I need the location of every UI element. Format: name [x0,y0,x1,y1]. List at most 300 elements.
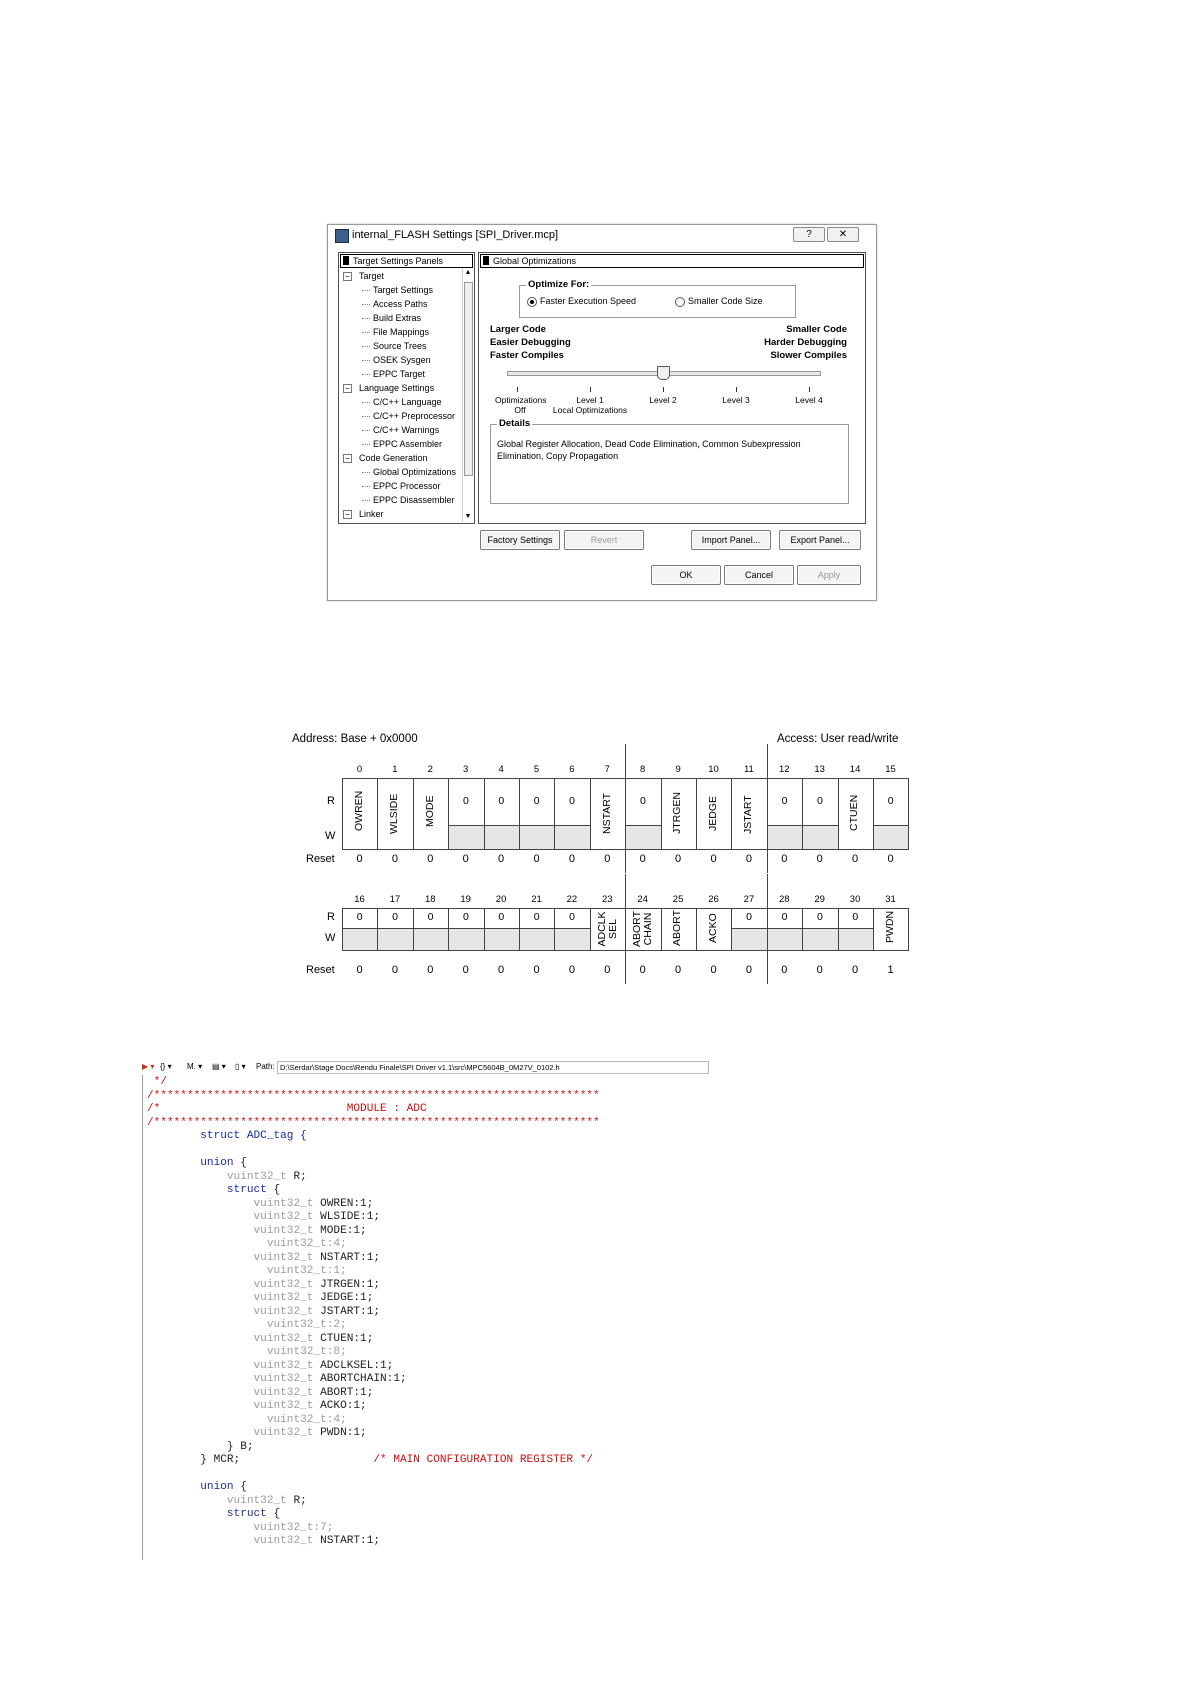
field-name: ACKO [706,912,719,943]
field-name: WLSIDE [388,793,401,834]
code-line [147,1090,600,1104]
code-line [147,1373,600,1387]
register-diagram [270,730,910,990]
reset-value: 0 [356,964,363,976]
bit-number: 5 [533,764,540,775]
field-value: 0 [427,911,434,923]
reset-value: 0 [745,964,752,976]
apply-button[interactable]: Apply [797,565,861,585]
optimization-level-slider[interactable] [495,365,823,415]
bit-number: 30 [849,894,861,905]
tree-item-label: EPPC Target [373,369,425,379]
collapse-icon[interactable]: − [343,454,352,463]
faster-label[interactable]: Faster Execution Speed [540,296,637,306]
code-token: R; [293,1170,307,1183]
settings-tree [341,269,467,521]
slider-tick [590,387,591,392]
tree-item[interactable] [341,269,467,283]
easier-debugging-label: Easier Debugging [490,337,571,348]
code-token: vuint32_t [147,1400,321,1412]
bit-number: 25 [672,894,684,905]
code-token: ABORTCHAIN:1; [320,1373,407,1385]
tree-item[interactable] [341,353,467,367]
optimize-for-legend: Optimize For: [528,279,590,290]
code-token: /* MODULE : ADC [147,1103,427,1115]
smaller-label[interactable]: Smaller Code Size [688,296,763,306]
field-name: PWDN [883,910,896,943]
reset-value: 0 [427,964,434,976]
import-panel-button[interactable]: Import Panel... [691,530,771,550]
field-value: 0 [852,911,859,923]
reset-value: 0 [781,964,788,976]
details-group [490,418,849,504]
field-value: 0 [746,911,752,923]
slider-thumb[interactable] [657,366,670,380]
reset-value: 1 [887,964,894,976]
code-line [147,1252,600,1266]
code-token: vuint32_t [147,1292,321,1304]
field-name: MODE [423,795,436,828]
code-token: ADCLKSEL:1; [320,1359,394,1372]
bit-number: 9 [675,764,681,775]
field-name: ABORT CHAIN [630,911,654,947]
code-token: vuint32_t [147,1211,321,1223]
reset-value: 0 [533,964,540,976]
help-button[interactable]: ? [793,227,825,242]
tree-item-label: EPPC Disassembler [373,495,455,505]
smaller-code-label: Smaller Code [786,324,847,335]
code-token: WLSIDE:1; [320,1211,381,1223]
field-name: ADCLK SEL [595,911,619,947]
code-line [147,1441,600,1455]
dialog-title: internal_FLASH Settings [SPI_Driver.mcp] [352,229,559,241]
field-name: ABORT [671,910,684,946]
w-row-label: W [325,932,336,944]
code-token: vuint32_t [147,1251,321,1264]
code-line [147,1346,600,1360]
reset-value: 0 [462,964,469,976]
field-value: 0 [462,794,469,807]
functions-menu-icon[interactable]: {} ▾ [160,1062,172,1071]
bit-number: 6 [569,764,575,775]
ok-button[interactable]: OK [651,565,721,585]
reset-value: 0 [745,853,752,865]
code-token: */ [147,1076,167,1088]
bit-number: 10 [708,764,719,775]
code-token: R; [293,1494,307,1507]
left-panel-title: Target Settings Panels [353,256,444,266]
code-token: { [273,1508,281,1520]
field-name: JEDGE [706,795,719,831]
settings-dialog [327,224,877,601]
slider-tick [517,387,518,392]
code-token: JEDGE:1; [320,1292,374,1304]
code-line [147,1387,600,1401]
code-token: vuint32_t:4; [147,1413,347,1426]
access-label: Access: User read/write [777,733,899,745]
reset-value: 0 [427,853,434,865]
reset-value: 0 [568,853,575,865]
field-name: JSTART [742,795,755,834]
code-token: vuint32_t:8; [147,1346,347,1358]
code-token: vuint32_t:2; [147,1319,347,1331]
code-pane[interactable] [142,1075,708,1560]
field-value: 0 [498,911,505,923]
left-panel-header [340,254,473,268]
bit-number: 15 [885,764,896,775]
tree-item[interactable] [341,381,467,395]
collapse-icon[interactable]: − [343,384,352,393]
reset-value: 0 [816,853,823,865]
reserved-write-cell [625,825,661,850]
reset-value: 0 [675,964,682,976]
tree-scrollbar[interactable] [462,268,473,522]
bit-number: 2 [427,764,433,775]
scroll-thumb[interactable] [464,282,473,476]
reset-value: 0 [498,964,505,976]
reserved-write-cell [448,928,484,951]
bit-number: 13 [814,764,825,775]
reset-value: 0 [568,964,575,976]
reserved-write-cell [377,928,413,951]
smaller-radio[interactable] [675,297,685,307]
code-line [147,1427,600,1441]
code-token: JTRGEN:1; [320,1278,381,1291]
reset-row-label: Reset [306,964,335,976]
reset-value: 0 [675,853,682,865]
code-token: JSTART:1; [320,1305,381,1318]
field-name: CTUEN [848,794,861,831]
markers-menu-icon[interactable]: M. ▾ [187,1062,203,1071]
right-panel-header [480,254,864,268]
tree-item-label: C/C++ Language [373,397,442,407]
code-token: { [240,1481,247,1493]
tree-item-label: Language Settings [359,383,435,393]
reset-value: 0 [710,964,717,976]
code-token: vuint32_t [147,1278,321,1291]
bit-number: 14 [849,764,861,775]
code-token: PWDN:1; [320,1427,367,1439]
tree-item-label: Global Optimizations [373,467,457,477]
tree-item[interactable] [341,325,467,339]
reserved-write-cell [802,825,838,850]
tree-item-label: Linker [359,509,384,519]
reset-value: 0 [498,853,505,865]
code-line [147,1130,600,1144]
bit-number: 18 [425,894,436,905]
bit-number: 20 [495,894,507,905]
tree-item-label: OSEK Sysgen [373,355,431,365]
code-token: /* MAIN CONFIGURATION REGISTER */ [373,1454,594,1466]
tree-item[interactable] [341,367,467,381]
bit-number: 21 [531,894,542,905]
code-line [147,1454,600,1468]
faster-radio[interactable] [527,297,537,307]
code-token: vuint32_t [147,1359,321,1372]
code-line [147,1333,600,1347]
code-line [147,1225,600,1239]
global-optimizations-panel [478,252,866,524]
collapse-icon[interactable]: − [343,272,352,281]
tree-item-label: File Mappings [373,327,430,337]
code-line [147,1171,600,1185]
slider-tick [736,387,737,392]
tree-item[interactable] [341,507,467,521]
reserved-write-cell [838,928,874,951]
code-line [147,1184,600,1198]
code-line [147,1481,600,1495]
reserved-write-cell [554,928,590,951]
bit-number: 29 [814,894,825,905]
tree-item-label: C/C++ Warnings [373,425,440,435]
reset-value: 0 [887,853,894,865]
run-menu-icon[interactable]: ▶ ▾ [142,1062,155,1071]
factory-settings-button[interactable]: Factory Settings [480,530,560,550]
slider-level-label: Optimizations Off [495,395,547,415]
reserved-write-cell [484,825,520,850]
reserved-write-cell [731,928,767,951]
field-name: JTRGEN [671,791,684,834]
field-name: OWREN [352,790,365,831]
tree-item-label: Code Generation [359,453,428,463]
field-value: 0 [569,911,575,923]
collapse-icon[interactable]: − [343,510,352,519]
code-token: vuint32_t [147,1373,321,1385]
reserved-write-cell [448,825,484,850]
export-panel-button[interactable]: Export Panel... [779,530,861,550]
code-line [147,1508,600,1522]
r-row-label: R [327,911,335,923]
address-label: Address: Base + 0x0000 [292,733,418,745]
bit-number: 28 [779,894,790,905]
field-value: 0 [816,911,823,923]
reset-value: 0 [391,853,398,865]
code-token: union [147,1481,241,1493]
code-token: vuint32_t [147,1427,321,1439]
tree-item[interactable] [341,395,467,409]
reserved-write-cell [519,928,555,951]
field-value: 0 [639,794,646,807]
code-line [147,1279,600,1293]
details-text: Global Register Allocation, Dead Code Elimination, Common Subexpression Elimination, Copy Propagation [497,439,801,461]
tree-item-label: EPPC Assembler [373,439,443,449]
lock-menu-icon[interactable]: ▯ ▾ [235,1062,246,1071]
reserved-write-cell [767,825,803,850]
field-value: 0 [356,911,363,923]
faster-compiles-label: Faster Compiles [490,350,564,361]
field-value: 0 [533,911,540,923]
code-line [147,1198,600,1212]
bit-number: 0 [356,764,363,775]
reserved-write-cell [342,928,378,951]
scroll-up-icon[interactable]: ▲ [464,269,472,276]
code-token: struct [147,1184,274,1196]
tree-item[interactable] [341,297,467,311]
tree-item[interactable] [341,283,467,297]
reset-value: 0 [639,964,646,976]
code-token: CTUEN:1; [320,1332,374,1345]
code-token: /******************************************************************* [147,1116,600,1129]
larger-code-label: Larger Code [490,324,546,335]
code-token: { [240,1157,247,1169]
reset-value: 0 [604,853,611,865]
field-value: 0 [781,911,788,923]
scroll-down-icon[interactable]: ▼ [464,513,472,520]
reserved-write-cell [519,825,555,850]
code-line [147,1157,600,1171]
document-menu-icon[interactable]: ▤ ▾ [212,1062,226,1071]
slider-tick [663,387,664,392]
tree-item-label: Target Settings [373,285,434,295]
reset-row-label: Reset [306,853,335,865]
code-text [147,1076,600,1549]
code-token: vuint32_t [147,1197,321,1210]
code-line [147,1238,600,1252]
field-value: 0 [781,794,788,807]
reset-value: 0 [533,853,540,865]
code-token: ACKO:1; [320,1400,367,1412]
code-line [147,1076,600,1090]
bit-number: 3 [463,764,469,775]
bit-number: 23 [602,894,613,905]
slider-level-label: Level 4 [795,395,823,405]
tree-item-label: EPPC Processor [373,481,441,491]
editor-toolbar [142,1060,707,1074]
slider-level-label: Level 3 [722,395,750,405]
tree-item-label: C/C++ Preprocessor [373,411,456,421]
reset-value: 0 [852,964,859,976]
cancel-button[interactable]: Cancel [724,565,794,585]
field-value: 0 [533,794,540,807]
tree-item[interactable] [341,465,467,479]
field-value: 0 [462,911,469,923]
field-value: 0 [816,794,823,807]
code-line [147,1468,600,1482]
code-token: vuint32_t [147,1224,321,1237]
code-line [147,1495,600,1509]
field-value: 0 [887,794,894,807]
code-editor [142,1060,707,1560]
code-line [147,1400,600,1414]
tree-item[interactable] [341,339,467,353]
bit-number: 4 [498,764,504,775]
code-line [147,1211,600,1225]
code-token: /******************************************************************* [147,1089,600,1102]
tree-item-label: Access Paths [373,299,428,309]
tree-item-label: Target [359,271,385,281]
revert-button[interactable]: Revert [564,530,644,550]
code-line [147,1292,600,1306]
code-token: vuint32_t [147,1170,294,1183]
code-line [147,1522,600,1536]
code-line [147,1103,600,1117]
w-row-label: W [325,830,336,842]
details-legend: Details [499,418,531,429]
title-bar[interactable] [328,225,876,243]
reset-value: 0 [852,853,859,865]
tree-item[interactable] [341,311,467,325]
slower-compiles-label: Slower Compiles [770,350,847,361]
code-token: struct ADC_tag { [147,1130,307,1142]
code-token: vuint32_t:7; [147,1521,334,1534]
tree-item[interactable] [341,493,467,507]
bit-number: 22 [566,894,578,905]
code-token: } B; [147,1440,254,1453]
code-token: vuint32_t [147,1535,321,1547]
bit-number: 1 [392,764,398,775]
code-token: vuint32_t [147,1332,321,1345]
reserved-write-cell [554,825,590,850]
code-line [147,1117,600,1131]
panel-icon [483,256,489,265]
bit-number: 19 [460,894,471,905]
code-token: NSTART:1; [320,1535,381,1547]
optimize-for-group [519,279,796,318]
bit-number: 12 [779,764,790,775]
slider-tick [809,387,810,392]
code-line [147,1306,600,1320]
tree-item[interactable] [341,409,467,423]
code-token: vuint32_t:4; [147,1238,347,1250]
tree-item[interactable] [341,451,467,465]
reserved-write-cell [767,928,803,951]
field-value: 0 [569,794,575,807]
code-token: NSTART:1; [320,1251,381,1264]
code-token: vuint32_t [147,1305,321,1318]
reset-value: 0 [462,853,469,865]
code-token: { [273,1184,281,1196]
right-panel-title: Global Optimizations [493,256,577,266]
slider-level-label: Level 1 Local Optimizations [552,395,628,415]
code-token: vuint32_t [147,1386,321,1399]
panel-icon [343,256,349,265]
code-token: ABORT:1; [320,1386,374,1399]
code-token: struct [147,1508,274,1520]
path-field[interactable]: D:\Serdar\Stage Docs\Rendu Finale\SPI Driver v1.1\src\MPC5604B_0M27V_0102.h [277,1061,709,1074]
slider-level-label: Level 2 [649,395,677,405]
app-icon [335,229,349,243]
reset-value: 0 [710,853,717,865]
close-button[interactable]: ✕ [827,227,859,242]
tree-item[interactable] [341,479,467,493]
r-row-label: R [327,794,335,807]
tree-item-label: Build Extras [373,313,422,323]
code-token: } MCR; [147,1454,374,1466]
reset-value: 0 [781,853,788,865]
bit-number: 16 [354,894,365,905]
code-line [147,1535,600,1549]
code-token: OWREN:1; [320,1197,374,1210]
code-token: union [147,1157,241,1169]
bit-number: 17 [389,894,401,905]
reserved-write-cell [802,928,838,951]
field-value: 0 [392,911,398,923]
bit-number: 26 [708,894,719,905]
tree-item[interactable] [341,423,467,437]
reserved-write-cell [484,928,520,951]
bit-number: 11 [743,764,754,775]
bit-number: 24 [637,894,648,905]
reset-value: 0 [816,964,823,976]
bit-number: 31 [885,894,896,905]
reset-value: 0 [639,853,646,865]
tree-item[interactable] [341,437,467,451]
code-line [147,1414,600,1428]
reset-value: 0 [391,964,398,976]
code-line [147,1144,600,1158]
bit-number: 8 [640,764,646,775]
tree-item-label: Source Trees [373,341,427,351]
